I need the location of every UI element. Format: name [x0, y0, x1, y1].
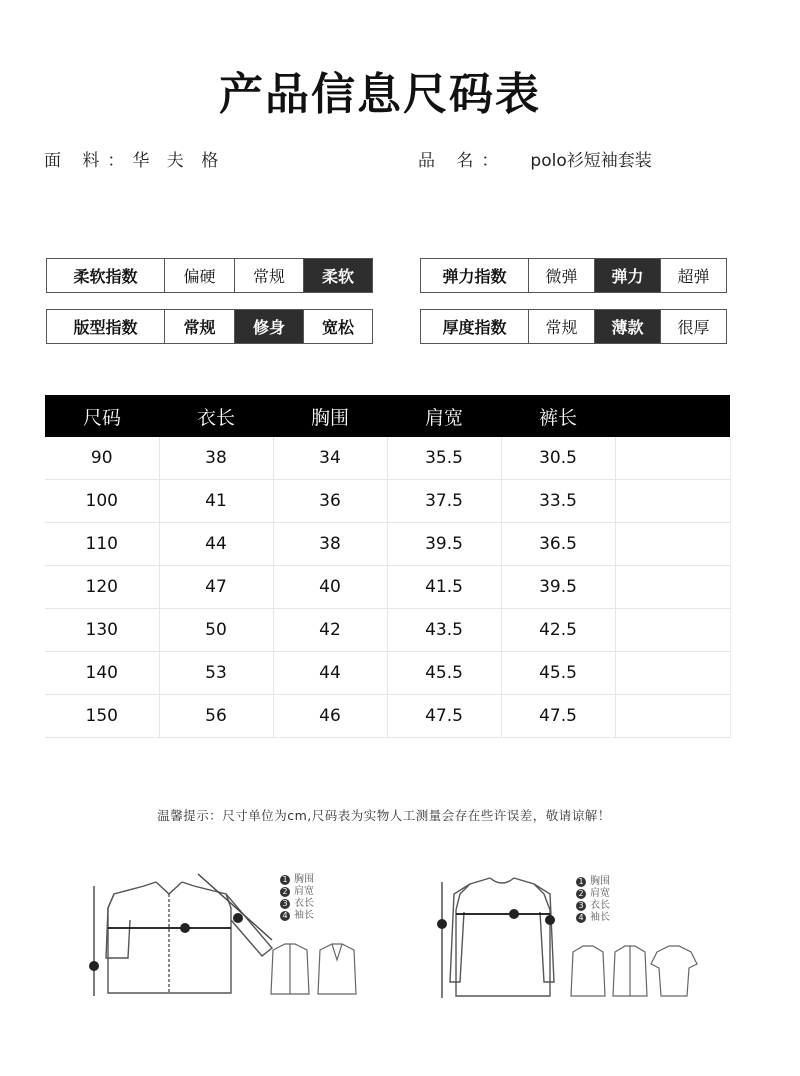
table-cell: 45.5 [387, 652, 501, 695]
table-row [45, 480, 730, 523]
thickness-option-thick: 很厚 [661, 310, 727, 344]
fabric-info [44, 146, 224, 171]
table-cell: 41 [159, 480, 273, 523]
col-header-pants-length: 裤长 [501, 395, 615, 437]
table-cell: 110 [45, 523, 159, 566]
shirt-legend: 1 胸围 2 肩宽 3 衣长 4 袖长 [280, 874, 314, 922]
size-chart-table [45, 395, 731, 738]
size-table-header [45, 395, 730, 437]
elasticity-index-table [420, 258, 727, 293]
table-cell: 43.5 [387, 609, 501, 652]
table-row [45, 609, 730, 652]
col-header-chest: 胸围 [273, 395, 387, 437]
softness-index-table [46, 258, 373, 293]
page-title: 产品信息尺码表 [219, 69, 541, 120]
thickness-index-table [420, 309, 727, 344]
shirt-measurement-diagram [86, 868, 276, 1003]
table-cell: 38 [273, 523, 387, 566]
thickness-option-thin-selected: 薄款 [595, 310, 661, 344]
table-cell: 100 [45, 480, 159, 523]
softness-index-label: 柔软指数 [47, 259, 165, 293]
measurement-marker [437, 909, 555, 929]
thickness-option-regular: 常规 [529, 310, 595, 344]
elasticity-option-super: 超弹 [661, 259, 727, 293]
table-cell: 47.5 [387, 695, 501, 738]
table-cell [615, 480, 730, 523]
table-cell: 39.5 [387, 523, 501, 566]
fit-index-table [46, 309, 373, 344]
softness-option-regular: 常规 [235, 259, 304, 293]
table-cell: 56 [159, 695, 273, 738]
fit-option-regular: 常规 [165, 310, 235, 344]
col-header-length: 衣长 [159, 395, 273, 437]
measurement-note: 温馨提示：尺寸单位为cm,尺码表为实物人工测量会存在些许误差，敬请谅解！ [157, 808, 611, 823]
table-cell: 36 [273, 480, 387, 523]
table-cell: 45.5 [501, 652, 615, 695]
table-cell: 42 [273, 609, 387, 652]
fit-option-slim-selected: 修身 [235, 310, 304, 344]
table-cell [615, 609, 730, 652]
table-row [45, 523, 730, 566]
table-cell: 35.5 [387, 437, 501, 480]
col-header-shoulder: 肩宽 [387, 395, 501, 437]
fabric-value: 华 夫 格 [132, 151, 225, 171]
table-cell: 38 [159, 437, 273, 480]
table-cell [615, 523, 730, 566]
col-header-empty [615, 395, 730, 437]
elasticity-option-elastic-selected: 弹力 [595, 259, 661, 293]
table-cell: 41.5 [387, 566, 501, 609]
jacket-thumbnails [265, 940, 360, 998]
table-cell: 50 [159, 609, 273, 652]
table-cell: 40 [273, 566, 387, 609]
elasticity-option-slight: 微弹 [529, 259, 595, 293]
table-cell: 34 [273, 437, 387, 480]
table-cell [615, 437, 730, 480]
table-cell: 33.5 [501, 480, 615, 523]
product-name-label: 品 名： [418, 151, 507, 171]
table-cell [615, 652, 730, 695]
table-cell: 90 [45, 437, 159, 480]
product-name-value: polo衫短袖套装 [530, 151, 652, 171]
measurement-marker [89, 913, 243, 971]
table-cell: 44 [273, 652, 387, 695]
product-name-info [418, 146, 652, 171]
table-row [45, 695, 730, 738]
top-thumbnails [565, 942, 700, 1000]
table-cell: 36.5 [501, 523, 615, 566]
table-cell: 47 [159, 566, 273, 609]
table-cell: 120 [45, 566, 159, 609]
table-cell [615, 695, 730, 738]
table-cell: 39.5 [501, 566, 615, 609]
table-cell: 30.5 [501, 437, 615, 480]
table-cell: 46 [273, 695, 387, 738]
table-cell: 47.5 [501, 695, 615, 738]
table-cell: 53 [159, 652, 273, 695]
elasticity-index-label: 弹力指数 [421, 259, 529, 293]
fit-index-label: 版型指数 [47, 310, 165, 344]
table-row [45, 652, 730, 695]
sweater-legend: 1 胸围 2 肩宽 3 衣长 4 袖长 [576, 876, 610, 924]
table-cell: 130 [45, 609, 159, 652]
col-header-size: 尺码 [45, 395, 159, 437]
table-cell: 37.5 [387, 480, 501, 523]
sweater-measurement-diagram [430, 872, 570, 1002]
table-row [45, 566, 730, 609]
table-row [45, 437, 730, 480]
fit-option-loose: 宽松 [304, 310, 373, 344]
table-cell [615, 566, 730, 609]
table-cell: 44 [159, 523, 273, 566]
table-cell: 150 [45, 695, 159, 738]
softness-option-hard: 偏硬 [165, 259, 235, 293]
table-cell: 42.5 [501, 609, 615, 652]
softness-option-soft-selected: 柔软 [304, 259, 373, 293]
fabric-label: 面 料： [44, 151, 133, 171]
table-cell: 140 [45, 652, 159, 695]
thickness-index-label: 厚度指数 [421, 310, 529, 344]
